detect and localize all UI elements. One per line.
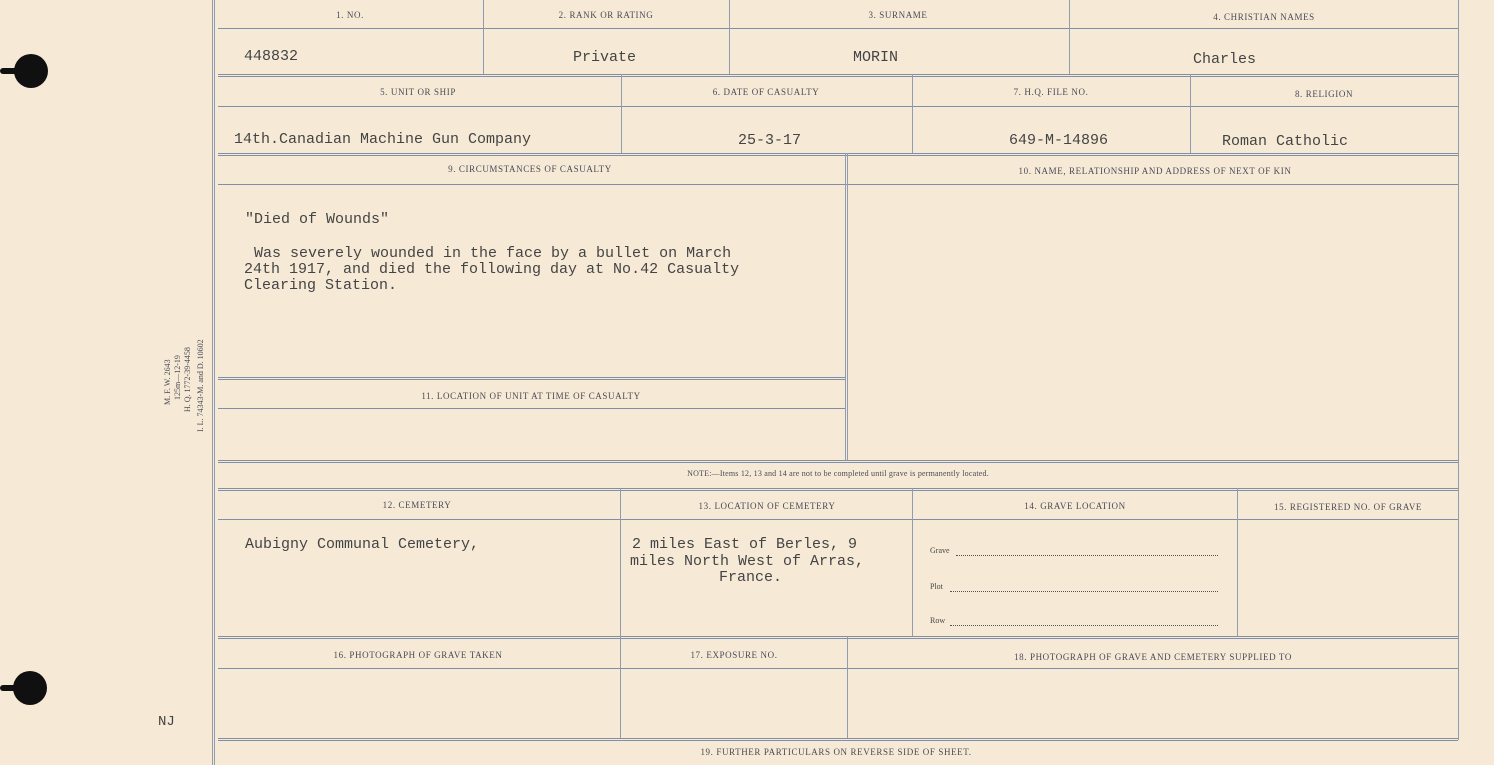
grave-field-line bbox=[956, 555, 1218, 556]
surname-value: MORIN bbox=[853, 49, 899, 66]
circumstances-title: "Died of Wounds" bbox=[245, 211, 390, 228]
rule bbox=[218, 184, 1458, 185]
note-items-12-14: NOTE:—Items 12, 13 and 14 are not to be completed until grave is permanently located. bbox=[687, 469, 989, 478]
rule bbox=[218, 106, 1458, 107]
plot-field-label: Plot bbox=[930, 582, 943, 591]
rank-value: Private bbox=[573, 49, 637, 66]
col-rule bbox=[912, 74, 913, 153]
rule bbox=[218, 519, 1458, 520]
col-rule bbox=[729, 0, 730, 74]
left-margin-rule bbox=[212, 0, 215, 765]
hq-file-value: 649-M-14896 bbox=[1009, 132, 1109, 149]
grave-field-label: Grave bbox=[930, 546, 950, 555]
label-next-of-kin: 10. NAME, RELATIONSHIP AND ADDRESS OF NEXT OF KIN bbox=[1018, 166, 1292, 176]
form-code-line1: M. F. W. 2643 bbox=[163, 359, 172, 405]
row-field-label: Row bbox=[930, 616, 946, 625]
col-rule bbox=[1190, 74, 1191, 153]
rule bbox=[218, 153, 1458, 156]
col-rule bbox=[1069, 0, 1070, 74]
punch-hole-bottom-tail bbox=[0, 685, 22, 691]
punch-hole-top-tail bbox=[0, 68, 22, 74]
label-date: 6. DATE OF CASUALTY bbox=[712, 87, 820, 97]
religion-value: Roman Catholic bbox=[1222, 133, 1349, 150]
col-rule bbox=[620, 488, 621, 636]
col-rule bbox=[912, 488, 913, 636]
rule bbox=[218, 408, 846, 409]
label-cemetery: 12. CEMETERY bbox=[382, 500, 452, 510]
right-edge-rule bbox=[1458, 0, 1459, 740]
label-exposure: 17. EXPOSURE NO. bbox=[690, 650, 778, 660]
label-rank: 2. RANK OR RATING bbox=[558, 10, 654, 20]
plot-field-line bbox=[950, 591, 1218, 592]
label-religion: 8. RELIGION bbox=[1294, 89, 1354, 99]
col-rule bbox=[620, 636, 621, 738]
label-photo-taken: 16. PHOTOGRAPH OF GRAVE TAKEN bbox=[333, 650, 503, 660]
cemetery-location-line2: miles North West of Arras, bbox=[630, 553, 865, 570]
rule bbox=[218, 636, 1458, 639]
label-location-unit: 11. LOCATION OF UNIT AT TIME OF CASUALTY bbox=[421, 391, 641, 401]
label-no: 1. NO. bbox=[336, 10, 364, 20]
circumstances-line1: Was severely wounded in the face by a bullet on March bbox=[254, 245, 732, 262]
christian-names-value: Charles bbox=[1193, 51, 1257, 68]
col-rule bbox=[621, 74, 622, 153]
col-rule bbox=[845, 153, 848, 460]
label-surname: 3. SURNAME bbox=[868, 10, 928, 20]
label-grave-location: 14. GRAVE LOCATION bbox=[1024, 501, 1126, 511]
col-rule bbox=[483, 0, 484, 74]
circumstances-line2: 24th 1917, and died the following day at No.42 Casualty bbox=[244, 261, 740, 278]
rule bbox=[218, 668, 1458, 669]
service-number: 448832 bbox=[244, 48, 299, 65]
circumstances-line3: Clearing Station. bbox=[244, 277, 398, 294]
cemetery-location-line3: France. bbox=[719, 569, 783, 586]
label-hq-file: 7. H.Q. FILE NO. bbox=[1013, 87, 1089, 97]
rule bbox=[218, 377, 846, 380]
cemetery-value: Aubigny Communal Cemetery, bbox=[245, 536, 480, 553]
unit-value: 14th.Canadian Machine Gun Company bbox=[234, 131, 532, 148]
form-code-line2: 125m—12-19 bbox=[173, 355, 182, 400]
label-further-particulars: 19. FURTHER PARTICULARS ON REVERSE SIDE OF SHEET. bbox=[700, 747, 972, 757]
rule bbox=[218, 28, 1458, 29]
label-registered-no: 15. REGISTERED NO. OF GRAVE bbox=[1273, 502, 1423, 512]
rule bbox=[218, 488, 1458, 491]
form-code-line3: H. Q. 1772-39-4458 bbox=[183, 347, 192, 412]
initials: NJ bbox=[158, 714, 175, 730]
col-rule bbox=[847, 636, 848, 738]
rule bbox=[218, 738, 1458, 741]
date-value: 25-3-17 bbox=[738, 132, 802, 149]
cemetery-location-line1: 2 miles East of Berles, 9 bbox=[632, 536, 858, 553]
rule bbox=[218, 74, 1458, 77]
label-location-cemetery: 13. LOCATION OF CEMETERY bbox=[698, 501, 836, 511]
label-photo-supplied: 18. PHOTOGRAPH OF GRAVE AND CEMETERY SUPPLIED TO bbox=[1014, 652, 1292, 662]
col-rule bbox=[1237, 488, 1238, 636]
label-christian-names: 4. CHRISTIAN NAMES bbox=[1213, 12, 1315, 22]
label-circumstances: 9. CIRCUMSTANCES OF CASUALTY bbox=[448, 164, 612, 174]
row-field-line bbox=[950, 625, 1218, 626]
rule bbox=[218, 460, 1458, 463]
form-code-line4: I. L. 74343-M. and D. 10602 bbox=[196, 339, 205, 432]
label-unit: 5. UNIT OR SHIP bbox=[380, 87, 456, 97]
